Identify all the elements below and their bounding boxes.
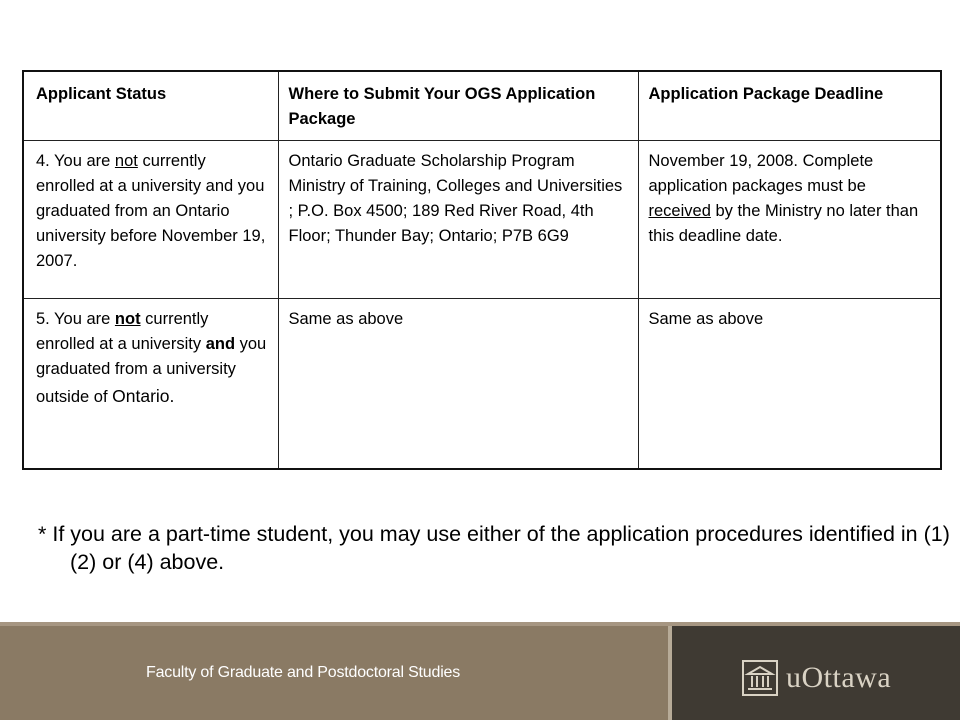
faculty-name: Faculty of Graduate and Postdoctoral Studies <box>146 664 461 681</box>
row4-status-rest: currently enrolled at a university and you graduated from an Ontario university before November 19, 2007. <box>36 152 266 270</box>
table-row <box>23 141 941 299</box>
row5-status-cell <box>23 299 278 470</box>
table-row <box>23 299 941 470</box>
row4-status-prefix: 4. You are <box>36 152 115 170</box>
uottawa-logo <box>742 658 891 698</box>
table-header-row <box>23 71 941 141</box>
header-applicant-status: Applicant Status <box>23 71 278 141</box>
building-icon <box>742 660 778 696</box>
row5-status-last: Ontario. <box>112 386 175 406</box>
row5-status-prefix: 5. You are <box>36 310 115 328</box>
row4-status-cell <box>23 141 278 299</box>
row5-status-and: and <box>205 335 236 353</box>
header-deadline: Application Package Deadline <box>638 71 941 141</box>
row4-deadline-rest: by the Ministry no later than this deadline date. <box>648 202 919 245</box>
row5-where-cell: Same as above <box>278 299 638 470</box>
part-time-footnote: * If you are a part-time student, you may use either of the application procedures identified in (1) (2) or (4) above. <box>38 522 950 574</box>
row5-status-rest: you graduated from a university outside of <box>36 335 267 406</box>
row4-where-cell: Ontario Graduate Scholarship Program Ministry of Training, Colleges and Universities ; P.O. Box 4500; 189 Red River Road, 4th Floor; Thunder Bay; Ontario; P7B 6G9 <box>278 141 638 299</box>
row4-status-not: not <box>114 152 138 170</box>
row4-deadline-prefix: November 19, 2008. Complete application packages must be <box>648 152 874 195</box>
logo-text: uOttawa <box>786 661 892 694</box>
footer-bar <box>0 622 960 720</box>
row5-status-mid: currently enrolled at a university <box>36 310 209 353</box>
row4-deadline-received: received <box>648 202 711 220</box>
row5-status-not: not <box>114 310 141 328</box>
row4-deadline-cell <box>638 141 941 299</box>
row5-deadline-cell: Same as above <box>638 299 941 470</box>
header-where-to-submit: Where to Submit Your OGS Application Package <box>278 71 638 141</box>
ogs-submission-table <box>22 70 942 470</box>
